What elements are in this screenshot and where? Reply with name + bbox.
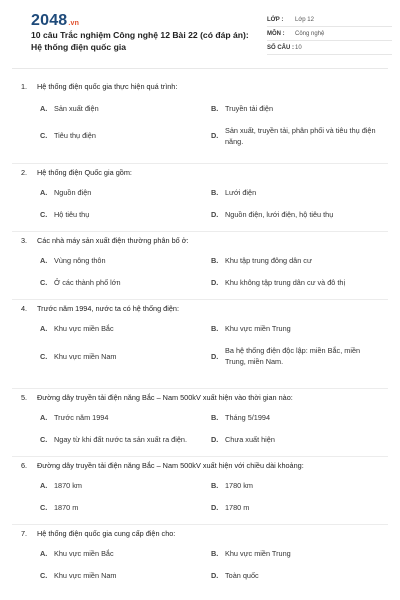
option-text: Ở các thành phố lớn [54,278,121,287]
option-d[interactable] [211,345,376,367]
question-stem [21,529,175,538]
option-c[interactable] [40,502,200,513]
option-text: Nguồn điện, lưới điện, hộ tiêu thụ [225,210,334,219]
question-item [12,300,388,389]
option-text: Lưới điện [225,188,257,197]
header-divider [12,68,388,69]
option-text: Truyền tải điện [225,104,273,113]
option-letter: A. [40,481,48,490]
option-letter: D. [211,278,219,287]
question-number: 6. [21,461,28,470]
option-letter: D. [211,435,219,444]
question-text: Đường dây truyền tải điện năng Bắc – Nam 500kV xuất hiện vào thời gian nào: [37,393,293,402]
meta-key: MÔN : [267,30,285,37]
question-list [12,72,388,600]
meta-table [267,13,392,55]
option-letter: C. [40,131,48,140]
option-text: Khu không tập trung dân cư và đô thị [225,278,346,287]
option-c[interactable] [40,570,200,581]
question-number: 5. [21,393,28,402]
option-text: Khu vực miền Trung [225,549,291,558]
question-stem [21,461,304,470]
option-letter: B. [211,324,219,333]
option-a[interactable] [40,412,200,423]
page-title: 10 câu Trắc nghiệm Công nghệ 12 Bài 22 (có đáp án): Hệ thống điện quốc gia [31,30,249,52]
option-letter: C. [40,571,48,580]
option-text: Vùng nông thôn [54,256,106,265]
option-letter: B. [211,413,219,422]
option-letter: A. [40,324,48,333]
option-letter: B. [211,481,219,490]
question-text: Các nhà máy sản xuất điện thường phân bố ở: [37,236,189,245]
option-c[interactable] [40,277,200,288]
option-letter: C. [40,503,48,512]
question-item [12,72,388,164]
option-text: Khu vực miền Nam [54,352,117,361]
question-item [12,232,388,300]
option-d[interactable] [211,502,376,513]
question-text: Hệ thống điện quốc gia cung cấp điện cho: [37,529,176,538]
option-a[interactable] [40,323,200,334]
option-letter: A. [40,413,48,422]
option-a[interactable] [40,187,200,198]
option-letter: A. [40,549,48,558]
option-b[interactable] [211,323,376,334]
option-letter: A. [40,104,48,113]
meta-value: Lớp 12 [295,16,314,23]
option-d[interactable] [211,570,376,581]
question-stem [21,168,132,177]
option-text: Khu vực miền Bắc [54,324,114,333]
option-text: Hộ tiêu thụ [54,210,90,219]
meta-key: SỐ CÂU : [267,44,294,51]
option-text: Chưa xuất hiện [225,435,275,444]
option-letter: A. [40,256,48,265]
question-item [12,457,388,525]
option-c[interactable] [40,209,200,220]
option-text: Nguồn điện [54,188,92,197]
option-d[interactable] [211,209,376,220]
option-a[interactable] [40,548,200,559]
option-d[interactable] [211,434,376,445]
meta-value: 10 [295,44,302,51]
option-letter: B. [211,549,219,558]
question-stem [21,304,179,313]
option-a[interactable] [40,103,200,114]
option-c[interactable] [40,434,200,445]
option-letter: C. [40,210,48,219]
option-text: Ba hệ thống điện độc lập: miền Bắc, miền Trung, miền Nam. [225,346,361,366]
meta-value: Công nghệ [295,30,325,37]
meta-row-count [267,41,392,55]
question-stem [21,236,189,245]
option-letter: D. [211,571,219,580]
option-text: Trước năm 1994 [54,413,109,422]
question-text: Đường dây truyền tải điện năng Bắc – Nam 500kV xuất hiện với chiều dài khoảng: [37,461,304,470]
option-d[interactable] [211,125,376,147]
logo-main: 2048 [31,12,68,29]
question-stem [21,393,293,402]
option-text: Sản xuất, truyền tải, phân phối và tiêu thụ điện năng. [225,126,376,146]
meta-row-class [267,13,392,27]
option-text: Tháng 5/1994 [225,413,271,422]
option-b[interactable] [211,103,376,114]
option-text: Khu vực miền Nam [54,571,117,580]
question-number: 1. [21,82,28,91]
question-item [12,525,388,600]
option-a[interactable] [40,480,200,491]
option-c[interactable] [40,130,200,141]
option-b[interactable] [211,187,376,198]
question-text: Trước năm 1994, nước ta có hệ thống điện: [37,304,179,313]
option-b[interactable] [211,548,376,559]
option-c[interactable] [40,351,200,362]
option-d[interactable] [211,277,376,288]
option-letter: A. [40,188,48,197]
question-number: 2. [21,168,28,177]
question-stem [21,82,177,91]
option-b[interactable] [211,412,376,423]
question-item [12,164,388,232]
option-text: Ngay từ khi đất nước ta sản xuất ra điện. [54,435,187,444]
option-text: 1780 m [225,503,250,512]
option-text: 1870 km [54,481,82,490]
meta-row-subject [267,27,392,41]
meta-key: LỚP : [267,16,284,23]
question-text: Hệ thống điện Quốc gia gồm: [37,168,132,177]
question-number: 7. [21,529,28,538]
option-letter: D. [211,503,219,512]
option-letter: D. [211,131,219,140]
option-letter: B. [211,104,219,113]
question-item [12,389,388,457]
logo-tld: .vn [68,20,80,27]
option-b[interactable] [211,480,376,491]
option-text: Tiêu thụ điện [54,131,96,140]
option-letter: B. [211,256,219,265]
question-number: 4. [21,304,28,313]
question-text: Hệ thống điện quốc gia thực hiện quá trình: [37,82,178,91]
option-letter: D. [211,210,219,219]
option-letter: C. [40,278,48,287]
question-number: 3. [21,236,28,245]
option-letter: C. [40,435,48,444]
page-header [12,0,388,72]
option-text: Sản xuất điện [54,104,99,113]
option-letter: C. [40,352,48,361]
option-a[interactable] [40,255,200,266]
site-logo[interactable] [31,12,79,30]
option-text: Khu vực miền Bắc [54,549,114,558]
option-text: Khu tập trung đông dân cư [225,256,312,265]
option-text: Toàn quốc [225,571,259,580]
option-letter: D. [211,352,219,361]
option-letter: B. [211,188,219,197]
option-text: Khu vực miền Trung [225,324,291,333]
option-b[interactable] [211,255,376,266]
option-text: 1870 m [54,503,79,512]
option-text: 1780 km [225,481,253,490]
